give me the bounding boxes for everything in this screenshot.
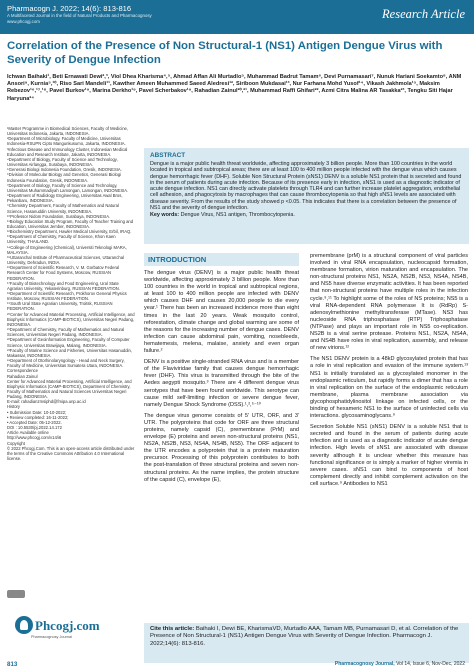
affiliation-line: ⁴Department of Biology, Faculty of Science and Technology, Universitas Airlangga, Surabaya, INDONESIA. xyxy=(7,156,118,168)
journal-description: A Multifaceted Journal in the field of Natural Products and Pharmacognosy xyxy=(7,13,152,18)
affiliation-line: ¹²Biochemistry Department, Hawler Medical University, Erbil, IRAQ. xyxy=(7,229,132,235)
affiliation-line: Correspondence xyxy=(7,368,38,374)
body-paragraph: Secretion Soluble NS1 (sNS1) DENV is a soluble NS1 that is secreted and found in the serum of patients during acute infection and is used as a diagnostic indicator of acute dengue infection. High levels of sNS1 are associated with disease severity although it is unclear whether this measure has functional significance or is simply a marker of higher viremia in severe cases. sNS1 can bind to components of host complement directly and inhibit complement activation on the cell surface.⁹ Antibodies to NS1 xyxy=(310,424,468,487)
affiliation-line: ²⁴Department of Otorhinolaryngology - Head and Neck Surgery, Faculty of Medicine, Universitas Sumatera Utara, INDONESIA. xyxy=(7,358,125,369)
abstract-body: Dengue is a major public health threat worldwide, affecting approximately 3 billion people. More than 100 countries in the world located in tropical and subtropical areas; there are at least 100 to 400 million people infected with the dengue virus which causes dengue hemorrhagic fever (DHF). Soluble Non Structural Protein (sNS1) DENV is a soluble NS1 protein that is secreted and found in the serum of patients during acute infection. Because of its presence early in infection, sNS1 is used as a diagnostic indicator of acute dengue infection. NS1 can directly activate platelets through TLR4 and can further increase platelet aggregation, endothelial cell adhesion, and phagocytosis by macrophages that can cause thrombocytopenia so that high sNS1 levels are associated with disease severity. From the results of the study showed p <0.05. This indicates that there is a correlation between the presence of NS1 and the severity of dengue infection. xyxy=(150,161,462,212)
affiliation-line: ¹Master Programme in Biomedical Sciences, Faculty of Medicine, Universitas Indonesia, Jakarta, INDONESIA. xyxy=(7,126,129,137)
affiliation-line: ²⁰Center for Advanced Material Processing, Artificial Intelligence, and Biophysic Informatics (CAMP-BIOTICS), Universitas Negeri Padang, INDONESIA. xyxy=(7,311,135,327)
affiliation-line: ¹⁴College of Engineering (Chemical), Universiti Teknologi MARA, MALAYSIA. xyxy=(7,244,127,255)
affiliation-line: History xyxy=(7,404,21,410)
affiliation-line: Center for Advanced Material Processing, Artificial Intelligence, and Biophysic Informatics (CAMP-BIOTICS), Department of Chemistry, Faculty of Mathematics and Natural Sciences Universitas Negeri Padang, INDONESIA. xyxy=(7,378,132,400)
affiliation-line: ¹³Department of Chemistry, Faculty of Science, Khon Kaen University, THAILAND. xyxy=(7,234,116,245)
affiliation-line: ²³Faculty of Marine Science and Fisheries, Universitas Hasanuddin, Makassar, INDONESIA. xyxy=(7,347,132,358)
introduction-column xyxy=(144,270,299,488)
page-number: 813 xyxy=(7,661,18,668)
intro-paragraph: The dengue virus (DENV) is a major public health threat worldwide, affecting approximately 3 billion people. More than 100 countries in the world in tropical and subtropical regions, at least 100 to 400 million people are infected with DENV which causes DHF and causes 20,000 people to die every year.¹ There has been an increased incidence more than eight times in the last 20 years. Weak mosquito control, reforestation, climate change and global warming are some of the reasons for the increasing number of dengue cases. DENV infection can cause abdominal pain, vomiting, nosebleeds, hematemesis, melena, malaise, anxiety and even organ failure.² xyxy=(144,270,299,355)
affiliation-line: ¹⁸Department of Scientific Research, Prokhorov General Physics Institute, Moscow, RUSSIAN FEDERATION. xyxy=(7,291,127,302)
affiliation-line: • Submission Date: 10-10-2022; xyxy=(7,409,67,415)
affiliation-line: ¹⁰Professor Nidom Foundation, Surabaya, INDONESIA. xyxy=(7,213,111,219)
affiliation-line: Rahadian Zainul xyxy=(7,373,38,379)
affiliation-line: ⁸Department of Radiology Engineering, Universitas Awal Bros, Pekanbaru, INDONESIA. xyxy=(7,193,123,204)
affiliation-line: ¹⁶Department of Scientific Research, V. M. Gorbatov Federal Research Center for Food Systems, Moscow, RUSSIAN FEDERATION. xyxy=(7,265,120,281)
affiliation-line: http://www.phcogj.com/v14/i6 xyxy=(7,435,62,441)
intro-paragraph: The dengue virus genome consists of 5' UTR, ORF, and 3' UTR. The polyproteins that code for ORF are three structural proteins, namely capsid (C), premembrane (PrM) and envelope (E) proteins and seven non-structural proteins (NS1, NS2A, NS2B, NS3, NS4A, NS4B, NS5). The ORF adjacent to the UTR encodes a polyprotein that is a protein maturation precursor. Processing of this polyprotein contributes to both the post-translation of three structural proteins and seven non-structural proteins. As the name implies, the protein structure of the capsid (C), envelope (E), xyxy=(144,412,299,483)
logo-text: Phcogj.com xyxy=(35,618,100,633)
citation-box xyxy=(144,623,469,663)
journal-website-link[interactable]: www.phcogj.com xyxy=(7,19,40,24)
affiliation-line: ⁷Department of Biology, Faculty of Science and Technology, Universitas Muhammadiyah Lamongan, Lamongan, INDONESIA. xyxy=(7,182,129,193)
affiliation-line: ²²Department of Geoinformation Engineering, Faculty of Computer Science, Universitas Brawijaya, Malang, INDONESIA. xyxy=(7,337,130,348)
affiliation-line: ¹⁵Uttaranchal Institute of Pharmaceutical Sciences, Uttaranchal University, Dehradun, INDIA. xyxy=(7,254,124,266)
footer-journal-info xyxy=(335,661,465,667)
affiliation-line: Article Available online xyxy=(7,430,49,436)
affiliation-line: • Accepted Date: 05-12-2022. xyxy=(7,419,62,425)
keywords-label: Key words: xyxy=(150,212,180,219)
affiliation-line: ¹¹Biology Education Study Program, Faculty of Teacher Training and Education, Universitas Jember, INDONESIA. xyxy=(7,218,134,229)
journal-header-bar xyxy=(0,0,474,34)
affiliations-column xyxy=(7,126,135,461)
logo-tagline: Pharmacognosy Journal xyxy=(31,635,72,639)
affiliation-line: DOI : 10.5530/pj.2022.14.172 xyxy=(7,425,62,431)
affiliation-line: ⁵Generasi Biologi Indonesia Foundation, Gresik, INDONESIA. xyxy=(7,167,122,173)
right-text-column xyxy=(310,253,468,492)
journal-citation-line: Pharmacogn J. 2022; 14(6): 813-816 xyxy=(7,4,132,13)
affiliation-line: ⁶Division of Molecular Biology and Genetics, Generasi Biologi Indonesia Foundation, Gresik, INDONESIA. xyxy=(7,172,122,183)
affiliation-line: ¹⁹South Ural State Agrarian University, Troitsk, RUSSIAN FEDERATION. xyxy=(7,301,113,312)
affiliation-line: ²Department of Microbiology, Faculty of Medicine, Universitas Indonesia-RSUPN Cipto Mangunkusumo, Jakarta, INDONESIA. xyxy=(7,136,126,147)
affiliation-line: ⁹Chemistry Department, Faculty of Mathematics and Natural Science, Hasanuddin University, INDONESIA. xyxy=(7,203,119,214)
citation-text: Baihaki I, Dewi BE, KharismaVD, Murtadlo AAA, Tamam MB, Purnamasari D, et al. Correlation of the Presence of Non Structural-1 (NS1) Antigen Dengue Virus with Severity of Dengue Infection. Pharmacogn J. 2022;14(6): 813-816. xyxy=(150,626,459,647)
keywords xyxy=(150,212,463,218)
author-list: Ichwan Baihaki¹, Beti Ernawati Dewi²,³, Viol Dhea Kharisma⁴,⁵, Ahmad Affan Ali Murtadlo⁵, Muhammad Badrut Tamam⁶, Devi Purnamasari⁷, Nunuk Hariani Soekamto⁸, ANM Ansori⁹, Kurnia⁵,¹⁰, Riso Sari Mandeli¹¹, Kawther Ameen Muhammed Saeed Aledresi¹², Siriboon Mukdasai¹³, Nur Farhana Mohd Yusof¹⁴, Vikash Jakhmola¹⁵, Maksim Rebezov¹⁶,¹⁷,¹⁸, Pavel Burkov¹⁹, Marina Derkho¹⁹, Pavel Scherbakov¹⁹, Rahadian Zainul²⁰,²¹, Muhammad Raffi Ghifari²², Azmi Citra Malina AR Tasakka²³, Tengku Siti Hajar Haryuna²⁴ xyxy=(7,74,462,102)
affiliation-line: ²¹Department of Chemistry, Faculty of Mathematics and Natural Sciences, Universitas Negeri Padang, INDONESIA. xyxy=(7,327,125,338)
affiliation-line: • Review completed: 16-11-2022; xyxy=(7,414,69,420)
intro-paragraph: DENV is a positive single-stranded RNA virus and is a member of the Flaviviridae family that causes dengue hemorrhagic fever (DHF). This virus is transmitted through the bite of the Aedes aegypti mosquito.³ There are 4 different dengue virus serotypes that have been found worldwide. This serotype can cause mild self-limiting infection or severe dengue fever, namely Dengue Shock Syndrome (DSS).¹,²,⁵⁻¹⁰ xyxy=(144,359,299,408)
abstract-heading: ABSTRACT xyxy=(150,152,186,159)
logo-leaf-icon xyxy=(15,616,33,634)
introduction-heading: INTRODUCTION xyxy=(144,253,299,266)
affiliation-line: E-mail: rahadianzmsiphd@fmipa.unp.ac.id xyxy=(7,399,86,405)
affiliation-line: ¹⁷Faculty of Biotechnology and Food Engineering, Ural State Agrarian University, Yekaterinburg, RUSSIAN FEDERATION. xyxy=(7,280,120,291)
body-paragraph: premembrane (prM) is a structural component of viral particles involved in viral RNA encapsulation, nucleocapsid formation, membrane formation, virion maturation and encapsulation. The non-structural proteins NS1, NS2A, NS2B, NS3, NS4A, NS4B, and NS5 have diverse enzymatic activities. It has been reported that non-structural proteins have multiple roles in the infection cycle.⁹,¹¹ To highlight some of the roles of NS proteins; NS5 is a viral RNA-dependent RNA polymerase It is (RdRp) S-adenosylmethionine methyltransferase (MTase). NS3 has nucleoside RNA triphosphatase (RTP) Triphosphatase (NTPase) and plays an important role in NS5 co-replication. NS2B is a viral serine protease. Proteins NS1, NS2A, NS4A, and NS4B have roles in viral replication, assembly, and release of new virions.¹² xyxy=(310,253,468,352)
creative-commons-badge xyxy=(7,590,25,598)
body-paragraph: The NS1 DENV protein is a 48kD glycosylated protein that has a role in viral replication and evasion of the immune system.¹³ NS1 is initially translated as a glycosylated monomer in the endoplasmic reticulum, but rapidly forms a dimer that has a role in viral replication on the surface of the endoplasmic reticulum membrane, plasma membrane association via glycophosphatidylinositol linkage on infected cells, or the binding of hexameric NS1 to the surface of uninfected cells via interactions. glycosaminoglycans.⁹ xyxy=(310,356,468,420)
article-title: Correlation of the Presence of Non Structural-1 (NS1) Antigen Dengue Virus with Severity of Dengue Infection xyxy=(7,40,443,66)
journal-logo xyxy=(7,612,135,650)
footer-journal-issue: Vol 14, Issue 6, Nov-Dec, 2022 xyxy=(396,661,465,667)
footer-journal-name: Pharmacognosy Journal, xyxy=(334,661,395,667)
abstract-box xyxy=(144,148,469,244)
affiliation-line: ³Infectious Disease and Immunology Cluster, Indonesian Medical Education and Research Institute, Jakarta, INDONESIA. xyxy=(7,146,128,157)
affiliation-line: Copyright xyxy=(7,440,25,446)
keywords-text: Dengue Virus, NS1 antigen, Thrombocytopenia. xyxy=(180,212,295,219)
affiliation-line: © 2022 Phcogj.Com. This is an open-access article distributed under the terms of the Creative Commons Attribution 4.0 International license. xyxy=(7,445,135,461)
article-type-label: Research Article xyxy=(382,7,465,21)
citation-label: Cite this article: xyxy=(150,626,195,632)
